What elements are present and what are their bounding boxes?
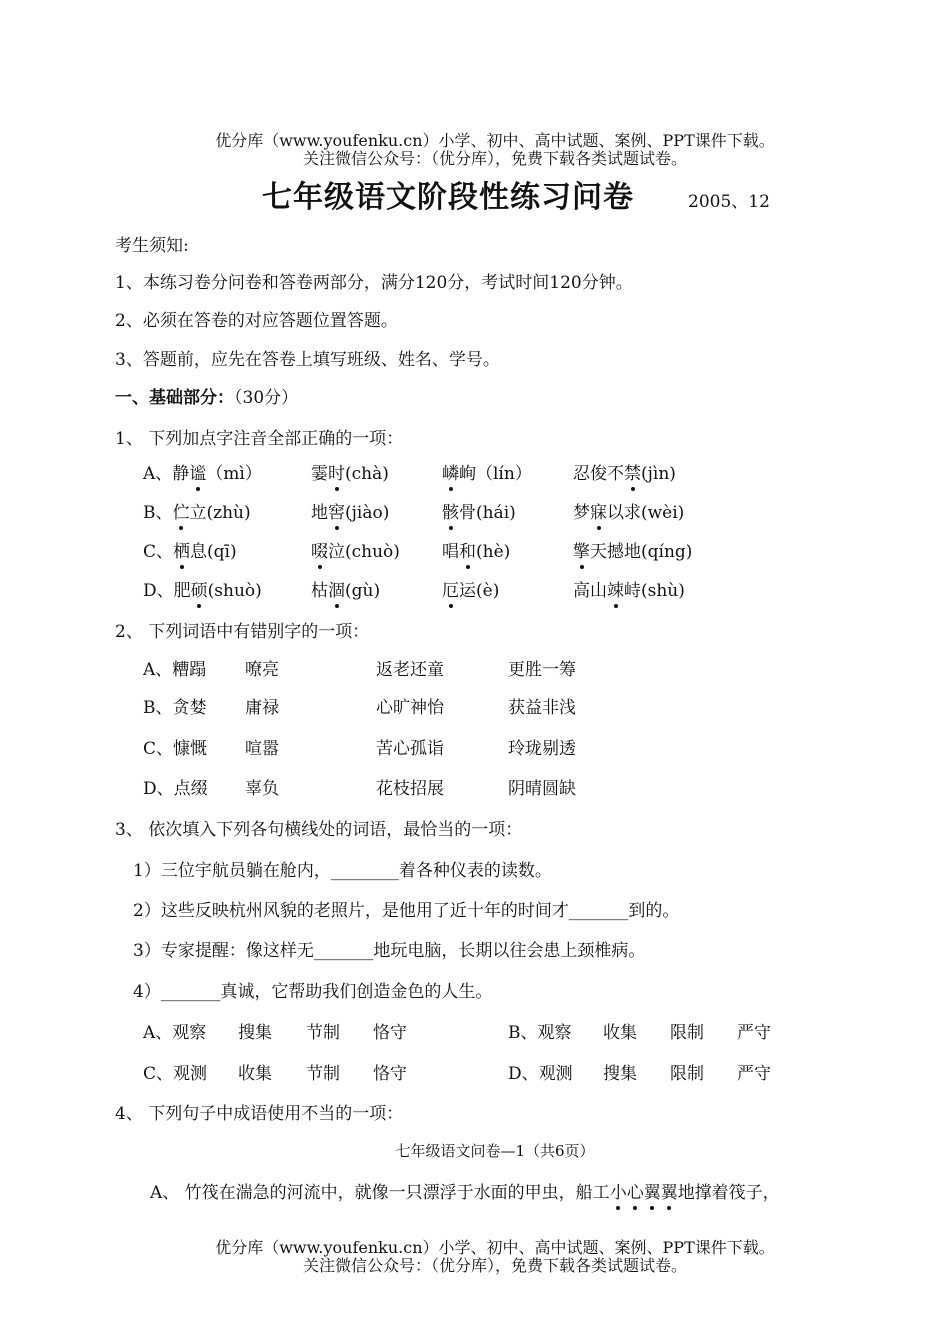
exam-date: 2005、12 xyxy=(688,192,770,212)
q1-option-c: C、栖息(qī) xyxy=(143,537,237,562)
q3-d-4: 严守 xyxy=(737,1064,771,1084)
question-4-stem: 4、 下列句子中成语使用不当的一项： xyxy=(115,1104,404,1124)
page-title: 七年级语文阶段性练习问卷 xyxy=(262,180,634,215)
q3-a-3: 节制 xyxy=(306,1023,340,1043)
q1-d-word-3: 厄运(è) xyxy=(442,576,499,601)
q2-d-4: 阴晴圆缺 xyxy=(508,779,576,799)
section-1-score: （30分） xyxy=(234,388,299,408)
q1-a-dotted-char: 嶙 xyxy=(442,459,459,484)
q1-option-d: D、肥硕(shuò) xyxy=(143,576,262,601)
q1-a-dotted-char: 谧 xyxy=(189,459,206,484)
site-banner-bottom-line-1: 优分库（www.youfenku.cn）小学、初中、高中试题、案例、PPT课件下载。 xyxy=(215,1238,775,1257)
q3-c-2: 收集 xyxy=(238,1064,272,1084)
q4-a-dotted-char: 心 xyxy=(627,1178,644,1203)
q1-d-word-2: 枯涸(gù) xyxy=(311,576,380,601)
q1-c-word-4: 擎天撼地(qíng) xyxy=(573,537,692,562)
section-1-label: 一、基础部分： xyxy=(115,388,234,408)
q4-a-dotted-idiom xyxy=(610,1183,678,1203)
q2-d-1: D、点缀 xyxy=(143,779,208,799)
question-3-stem: 3、 依次填入下列各句横线处的词语，最恰当的一项： xyxy=(115,820,523,840)
q1-b-dotted-char: 寐 xyxy=(590,498,607,523)
q3-sentence-2: 2）这些反映杭州风貌的老照片，是他用了近十年的时间才_______到的。 xyxy=(133,901,680,921)
site-banner-bottom-line-2: 关注微信公众号：（优分库），免费下载各类试题试卷。 xyxy=(302,1256,687,1275)
q1-b-word-4: 梦寐以求(wèi) xyxy=(573,498,684,523)
q3-a-2: 搜集 xyxy=(238,1023,272,1043)
q3-a-4: 恪守 xyxy=(373,1023,407,1043)
section-1-heading xyxy=(115,383,298,408)
q1-c-dotted-char: 和 xyxy=(459,537,476,562)
q1-option-a: A、静谧（mì） xyxy=(143,459,262,484)
q3-c-1: C、观测 xyxy=(143,1064,208,1084)
q1-c-word-3: 唱和(hè) xyxy=(442,537,510,562)
q3-b-3: 限制 xyxy=(670,1023,704,1043)
q1-b-word-2: 地窖(jiào) xyxy=(311,498,389,523)
q2-a-2: 嘹亮 xyxy=(245,660,279,680)
notice-item-1: 1、本练习卷分问卷和答卷两部分，满分120分，考试时间120分钟。 xyxy=(115,273,633,293)
q3-sentence-3: 3）专家提醒：像这样无_______地玩电脑，长期以往会患上颈椎病。 xyxy=(133,941,646,961)
q1-a-dotted-char: 禁 xyxy=(624,459,641,484)
q3-d-1: D、观测 xyxy=(508,1064,573,1084)
q1-a-dotted-char: 时 xyxy=(328,459,345,484)
q1-option-b: B、伫立(zhù) xyxy=(143,498,251,523)
q1-c-dotted-char: 栖 xyxy=(173,537,190,562)
q4-a-dotted-char: 小 xyxy=(610,1178,627,1203)
site-banner-line-2: 关注微信公众号：（优分库），免费下载各类试题试卷。 xyxy=(302,149,687,168)
site-banner-line-1: 优分库（www.youfenku.cn）小学、初中、高中试题、案例、PPT课件下载。 xyxy=(215,131,775,150)
question-1-stem: 1、 下列加点字注音全部正确的一项： xyxy=(115,429,404,449)
q1-b-word-3: 骸骨(hái) xyxy=(442,498,516,523)
notice-item-3: 3、答题前，应先在答卷上填写班级、姓名、学号。 xyxy=(115,350,500,370)
q2-b-3: 心旷神怡 xyxy=(376,698,444,718)
q3-sentence-1: 1）三位宇航员躺在舱内，________着各种仪表的读数。 xyxy=(133,861,552,881)
q1-d-dotted-char: 涸 xyxy=(328,576,345,601)
q4-a-dotted-char: 翼 xyxy=(661,1178,678,1203)
q3-c-3: 节制 xyxy=(306,1064,340,1084)
q2-b-1: B、贪婪 xyxy=(143,698,207,718)
question-2-stem: 2、 下列词语中有错别字的一项： xyxy=(115,622,370,642)
q1-c-word-2: 啜泣(chuò) xyxy=(311,537,400,562)
page-footer: 七年级语文问卷—1（共6页） xyxy=(395,1142,595,1160)
q3-b-1: B、观察 xyxy=(508,1023,572,1043)
q1-b-dotted-char: 伫 xyxy=(173,498,190,523)
q3-d-2: 搜集 xyxy=(603,1064,637,1084)
q2-c-2: 喧嚣 xyxy=(245,739,279,759)
q2-a-3: 返老还童 xyxy=(376,660,444,680)
q2-a-4: 更胜一筹 xyxy=(508,660,576,680)
q2-c-3: 苦心孤诣 xyxy=(376,739,444,759)
q3-b-4: 严守 xyxy=(737,1023,771,1043)
q3-b-2: 收集 xyxy=(603,1023,637,1043)
notice-item-2: 2、必须在答卷的对应答题位置答题。 xyxy=(115,311,398,331)
q1-d-dotted-char: 硕 xyxy=(191,576,208,601)
q3-a-1: A、观察 xyxy=(143,1023,207,1043)
q2-d-2: 辜负 xyxy=(245,779,279,799)
q1-a-word-3: 嶙峋（lín） xyxy=(442,459,532,484)
q3-c-4: 恪守 xyxy=(373,1064,407,1084)
q2-d-3: 花枝招展 xyxy=(376,779,444,799)
q3-sentence-4: 4）_______真诚，它帮助我们创造金色的人生。 xyxy=(133,982,493,1002)
q1-a-word-4: 忍俊不禁(jìn) xyxy=(573,459,676,484)
q1-b-dotted-char: 窖 xyxy=(328,498,345,523)
q2-c-1: C、慷慨 xyxy=(143,739,208,759)
q3-d-3: 限制 xyxy=(670,1064,704,1084)
q1-c-dotted-char: 啜 xyxy=(311,537,328,562)
q2-a-1: A、糟蹋 xyxy=(143,660,207,680)
q4-a-suffix: 地撑着筏子， xyxy=(677,1183,780,1203)
q2-c-4: 玲珑剔透 xyxy=(508,739,576,759)
q2-b-2: 庸禄 xyxy=(245,698,279,718)
q1-d-word-4: 高山竦峙(shù) xyxy=(573,576,685,601)
q4-option-a xyxy=(150,1178,780,1203)
q1-d-dotted-char: 竦 xyxy=(607,576,624,601)
q1-b-dotted-char: 骸 xyxy=(442,498,459,523)
q2-b-4: 获益非浅 xyxy=(508,698,576,718)
q1-d-dotted-char: 厄 xyxy=(442,576,459,601)
q4-a-prefix: A、 竹筏在湍急的河流中，就像一只漂浮于水面的甲虫，船工 xyxy=(150,1183,610,1203)
notice-heading: 考生须知: xyxy=(115,236,189,256)
q1-a-word-2: 霎时(chà) xyxy=(311,459,389,484)
q1-c-dotted-char: 擎 xyxy=(573,537,590,562)
q4-a-dotted-char: 翼 xyxy=(644,1178,661,1203)
